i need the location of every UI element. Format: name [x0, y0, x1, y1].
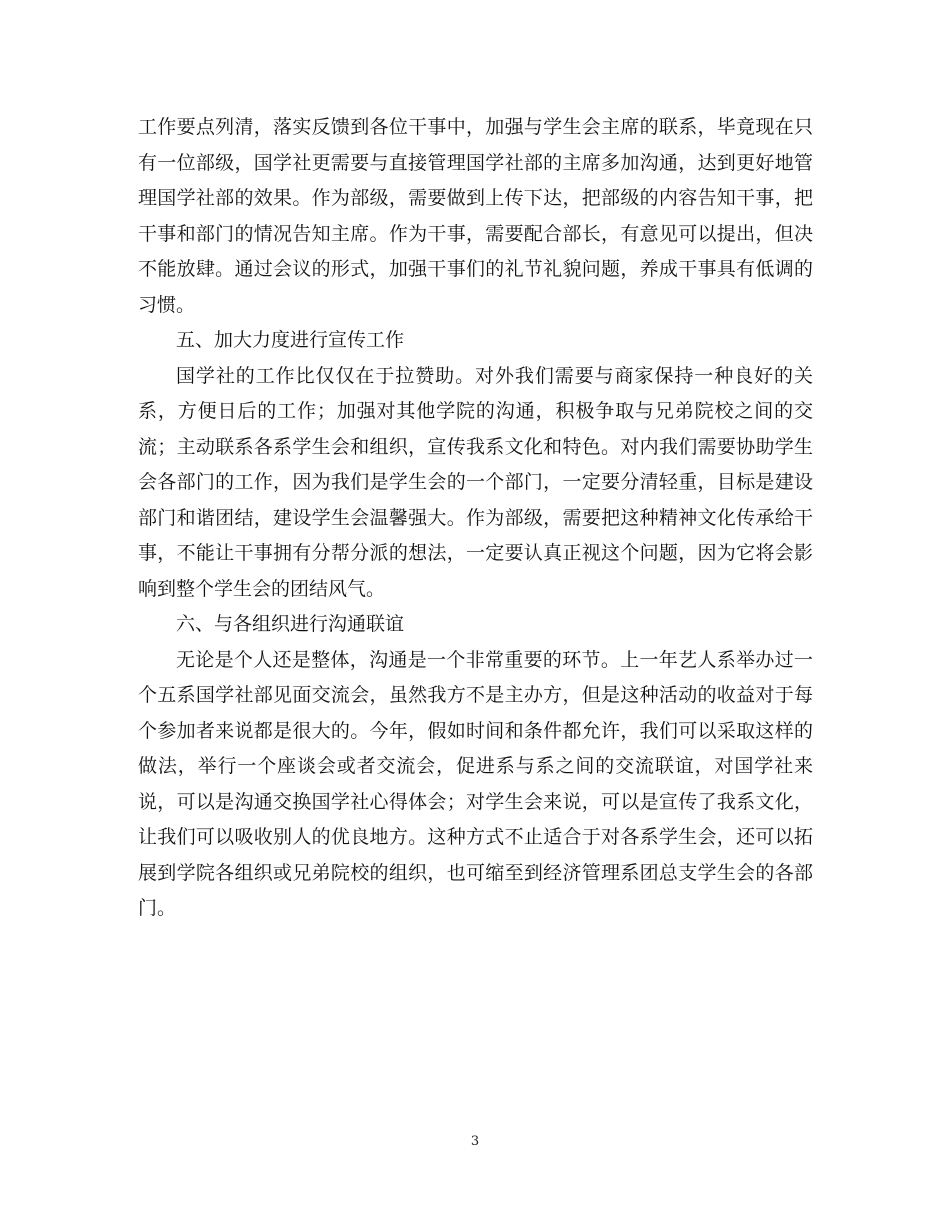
text-line: 理国学社部的效果。作为部级，需要做到上传下达，把部级的内容告知干事，把 [138, 187, 813, 209]
text-line: 会各部门的工作，因为我们是学生会的一个部门，一定要分清轻重，目标是建设 [138, 471, 813, 493]
text-line: 习惯。 [138, 293, 196, 316]
text-line: 流；主动联系各系学生会和组织，宣传我系文化和特色。对内我们需要协助学生 [138, 435, 813, 458]
section-heading-five [138, 323, 813, 359]
text-line: 响到整个学生会的团结风气。 [138, 577, 386, 600]
text-line: 不能放肆。通过会议的形式，加强干事们的礼节礼貌问题，养成干事具有低调的 [138, 258, 813, 280]
text-line: 事，不能让干事拥有分帮分派的想法，一定要认真正视这个问题，因为它将会影 [138, 542, 813, 564]
paragraph-continuation [138, 110, 813, 323]
paragraph-communication [138, 643, 813, 927]
section-heading-six [138, 607, 813, 643]
text-line: 干事和部门的情况告知主席。作为干事，需要配合部长，有意见可以提出，但决 [138, 222, 813, 245]
text-line: 说，可以是沟通交换国学社心得体会；对学生会来说，可以是宣传了我系文化， [138, 790, 813, 813]
paragraph-publicity [138, 359, 813, 608]
text-line: 展到学院各组织或兄弟院校的组织，也可缩至到经济管理系团总支学生会的各部 [138, 861, 813, 884]
heading-text: 五、加大力度进行宣传工作 [176, 329, 405, 351]
text-line: 个五系国学社部见面交流会，虽然我方不是主办方，但是这种活动的收益对于每 [138, 684, 813, 706]
text-line: 让我们可以吸收别人的优良地方。这种方式不止适合于对各系学生会，还可以拓 [138, 826, 813, 848]
text-line: 无论是个人还是整体，沟通是一个非常重要的环节。上一年艺人系举办过一 [176, 648, 813, 671]
text-line: 有一位部级，国学社更需要与直接管理国学社部的主席多加沟通，达到更好地管 [138, 151, 813, 174]
heading-text: 六、与各组织进行沟通联谊 [176, 613, 405, 635]
text-line: 个参加者来说都是很大的。今年，假如时间和条件都允许，我们可以采取这样的 [138, 719, 813, 742]
text-line: 门。 [138, 897, 177, 919]
text-line: 做法，举行一个座谈会或者交流会，促进系与系之间的交流联谊，对国学社来 [138, 755, 813, 777]
page-number: 3 [470, 1134, 480, 1149]
body-text [138, 110, 813, 927]
text-line: 系，方便日后的工作；加强对其他学院的沟通，积极争取与兄弟院校之间的交 [138, 400, 813, 422]
text-line: 部门和谐团结，建设学生会温馨强大。作为部级，需要把这种精神文化传承给干 [138, 506, 813, 529]
text-line: 工作要点列清，落实反馈到各位干事中，加强与学生会主席的联系，毕竟现在只 [138, 116, 813, 138]
text-line: 国学社的工作比仅仅在于拉赞助。对外我们需要与商家保持一种良好的关 [176, 364, 813, 387]
